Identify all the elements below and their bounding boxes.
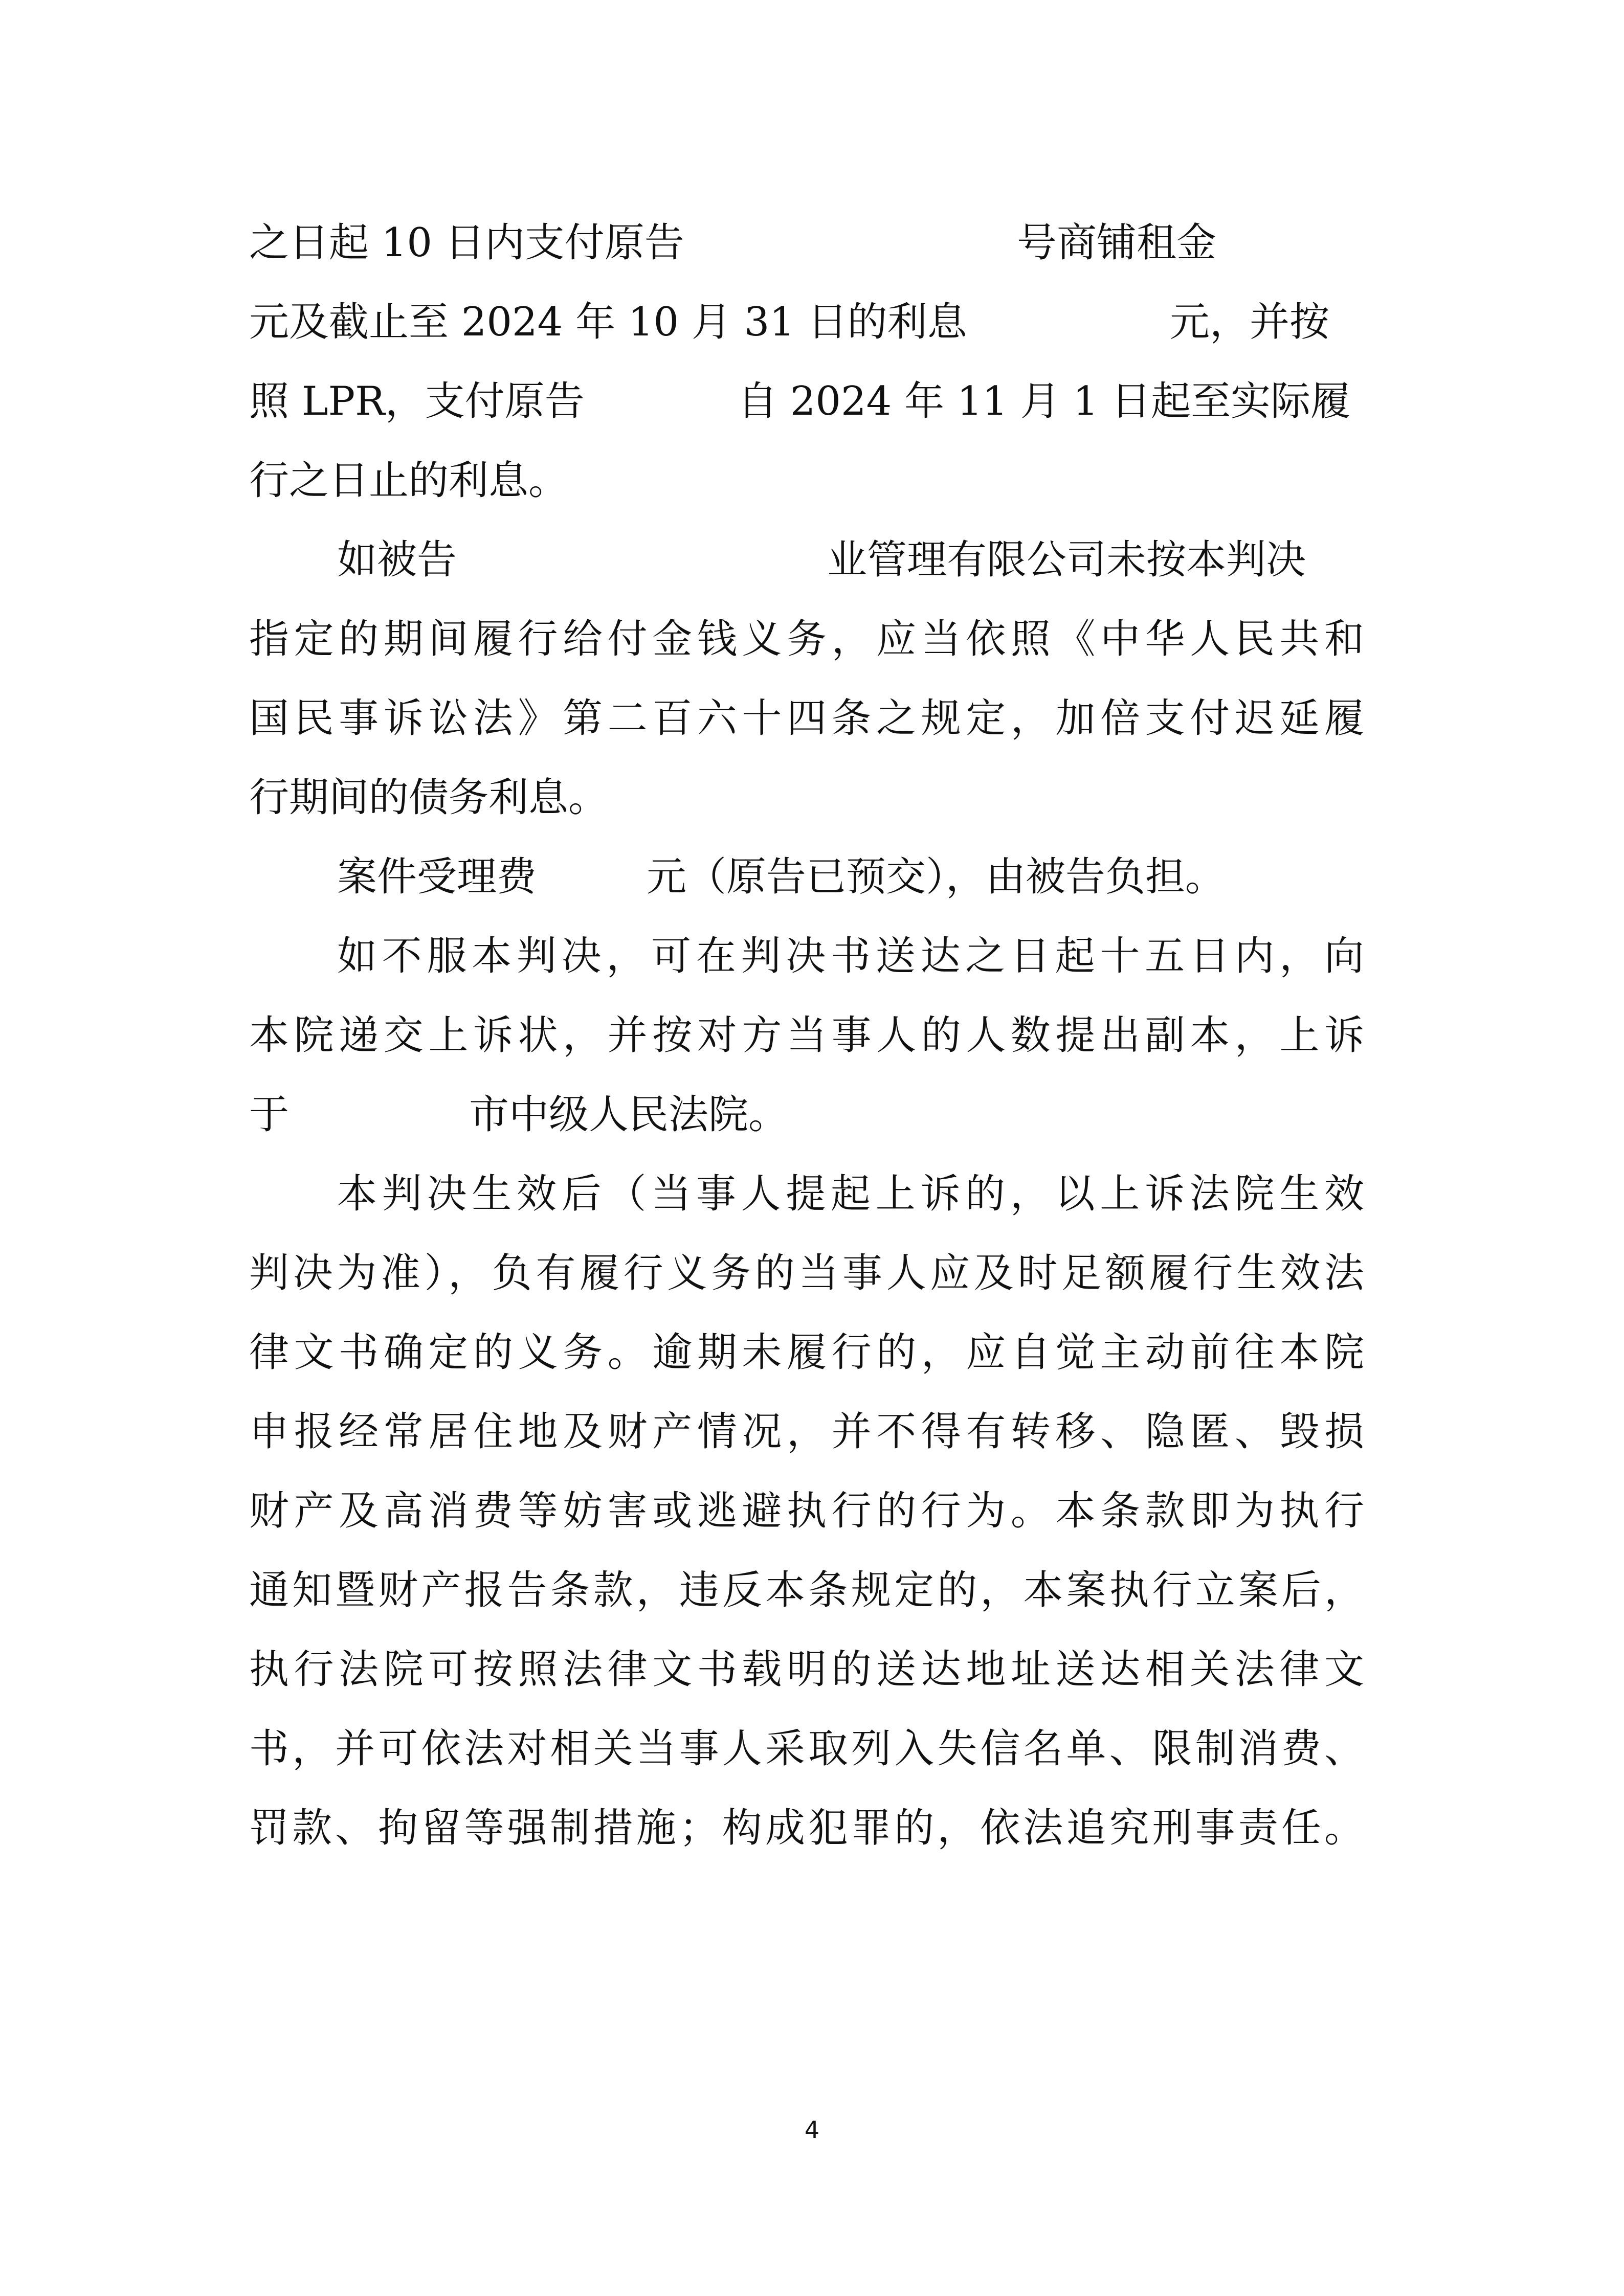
body-line: 行期间的债务利息。 [249, 775, 609, 821]
body-line: 执行法院可按照法律文书载明的送达地址送达相关法律文 [249, 1647, 1364, 1693]
text-segment: 于 [249, 1092, 290, 1138]
text-segment: 照 LPR，支付原告 [249, 378, 585, 424]
body-text: 行之日止的利息。 [249, 458, 569, 504]
body-line: 罚款、拘留等强制措施；构成犯罪的，依法追究刑事责任。 [249, 1805, 1364, 1851]
body-line: 如不服本判决，可在判决书送达之日起十五日内，向 [337, 933, 1364, 979]
text-segment: 之日起 10 日内支付原告 [249, 220, 684, 266]
text-segment: 如被告 [337, 537, 457, 583]
body-line: 判决为准），负有履行义务的当事人应及时足额履行生效法 [249, 1250, 1364, 1296]
body-line: 本判决生效后（当事人提起上诉的，以上诉法院生效 [337, 1171, 1364, 1217]
body-line [249, 205, 1364, 281]
body-line [249, 442, 1364, 519]
text-segment: 元（原告已预交），由被告负担。 [647, 854, 1226, 900]
body-line [337, 522, 1364, 598]
text-segment: 业管理有限公司未按本判决 [827, 537, 1306, 583]
body-line: 申报经常居住地及财产情况，并不得有转移、隐匿、毁损 [249, 1409, 1364, 1455]
body-line: 指定的期间履行给付金钱义务，应当依照《中华人民共和 [249, 616, 1364, 662]
text-segment: 元，并按 [1170, 299, 1330, 345]
text-segment: 市中级人民法院。 [469, 1092, 789, 1138]
body-line: 书，并可依法对相关当事人采取列入失信名单、限制消费、 [249, 1726, 1364, 1772]
text-segment: 元及截止至 2024 年 10 月 31 日的利息 [249, 299, 967, 345]
text-segment: 号商铺租金 [1017, 220, 1217, 266]
body-line: 通知暨财产报告条款，违反本条规定的，本案执行立案后， [249, 1567, 1364, 1613]
body-line [249, 1076, 1364, 1153]
page-number: 4 [804, 2116, 820, 2144]
text-segment: 案件受理费 [337, 854, 537, 900]
body-line [249, 363, 1364, 440]
body-line: 本院递交上诉状，并按对方当事人的人数提出副本，上诉 [249, 1012, 1364, 1059]
body-line [337, 839, 1364, 915]
body-line [249, 284, 1364, 361]
body-line: 国民事诉讼法》第二百六十四条之规定，加倍支付迟延履 [249, 695, 1364, 741]
body-line: 财产及高消费等妨害或逃避执行的行为。本条款即为执行 [249, 1488, 1364, 1534]
body-line: 律文书确定的义务。逾期未履行的，应自觉主动前往本院 [249, 1330, 1364, 1376]
text-segment: 自 2024 年 11 月 1 日起至实际履 [738, 378, 1351, 424]
